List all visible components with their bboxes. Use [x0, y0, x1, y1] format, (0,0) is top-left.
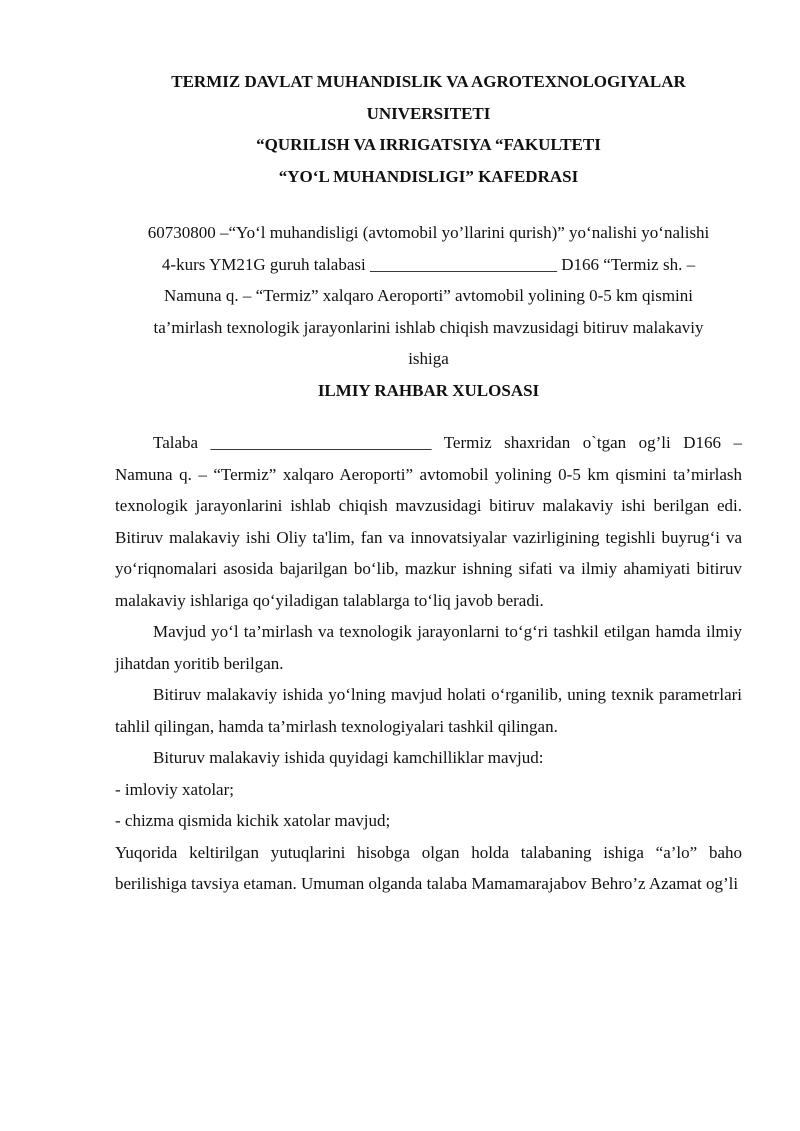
university-name-line1: TERMIZ DAVLAT MUHANDISLIK VA AGROTEXNOLOGIYALAR — [171, 72, 686, 91]
university-name-line2: UNIVERSITETI — [366, 103, 491, 123]
body-text — [115, 427, 742, 900]
paragraph-3: Bitiruv malakaviy ishida yo‘lning mavjud holati o‘rganilib, uning texnik parametrlari tahlil qilingan, hamda ta’mirlash texnologiyalari tashkil qilingan. — [115, 685, 742, 736]
paragraph-2: Mavjud yo‘l ta’mirlash va texnologik jarayonlarni to‘g‘ri tashkil etilgan hamda ilmiy jihatdan yoritib berilgan. — [115, 622, 742, 673]
paragraph-conclusion: Yuqorida keltirilgan yutuqlarini hisobga olgan holda talabaning ishiga “a’lo” baho berilishiga tavsiya etaman. Umuman olganda talaba Mamamarajabov Behro’z Azamat og’li — [115, 842, 742, 893]
intro-block — [115, 217, 742, 375]
document-page — [115, 66, 742, 900]
department-name: “YO‘L MUHANDISLIGI” KAFEDRASI — [278, 166, 579, 186]
intro-line-2: 4-kurs YM21G guruh talabasi ______________________ D166 “Termiz sh. – — [161, 254, 696, 274]
intro-line-3: Namuna q. – “Termiz” xalqaro Aeroporti” avtomobil yolining 0-5 km qismini — [163, 286, 693, 305]
paragraph-1: Talaba __________________________ Termiz shaxridan o`tgan og’li D166 – Namuna q. – “Termiz” xalqaro Aeroporti” avtomobil yolining 0-5 km qismini ta’mirlash texnologik jarayonlarini ishlab chiqish mavzusidagi bitiruv malakaviy ishi berilgan edi. Bitiruv malakaviy ishi Oliy ta'lim, fan va innovatsiyalar vazirligining tegishli buyrug‘i va yo‘riqnomalari asosida bajarilgan bo‘lib, mazkur ishning sifati va ilmiy ahamiyati bitiruv malakaviy ishlariga qo‘yiladigan talablarga to‘liq javob beradi. — [115, 433, 742, 610]
list-item-2: - chizma qismida kichik xatolar mavjud; — [115, 811, 391, 830]
document-header — [115, 66, 742, 192]
intro-line-5: ishiga — [408, 349, 449, 368]
intro-line-1: 60730800 –“Yo‘l muhandisligi (avtomobil yo’llarini qurish)” yo‘nalishi yo‘nalishi — [147, 223, 710, 242]
document-title: ILMIY RAHBAR XULOSASI — [317, 380, 540, 400]
intro-line-4: ta’mirlash texnologik jarayonlarini ishlab chiqish mavzusidagi bitiruv malakaviy — [153, 317, 704, 337]
faculty-name: “QURILISH VA IRRIGATSIYA “FAKULTETI — [256, 135, 601, 154]
list-item-1: - imloviy xatolar; — [115, 779, 234, 799]
paragraph-4: Bituruv malakaviy ishida quyidagi kamchilliklar mavjud: — [153, 748, 544, 767]
